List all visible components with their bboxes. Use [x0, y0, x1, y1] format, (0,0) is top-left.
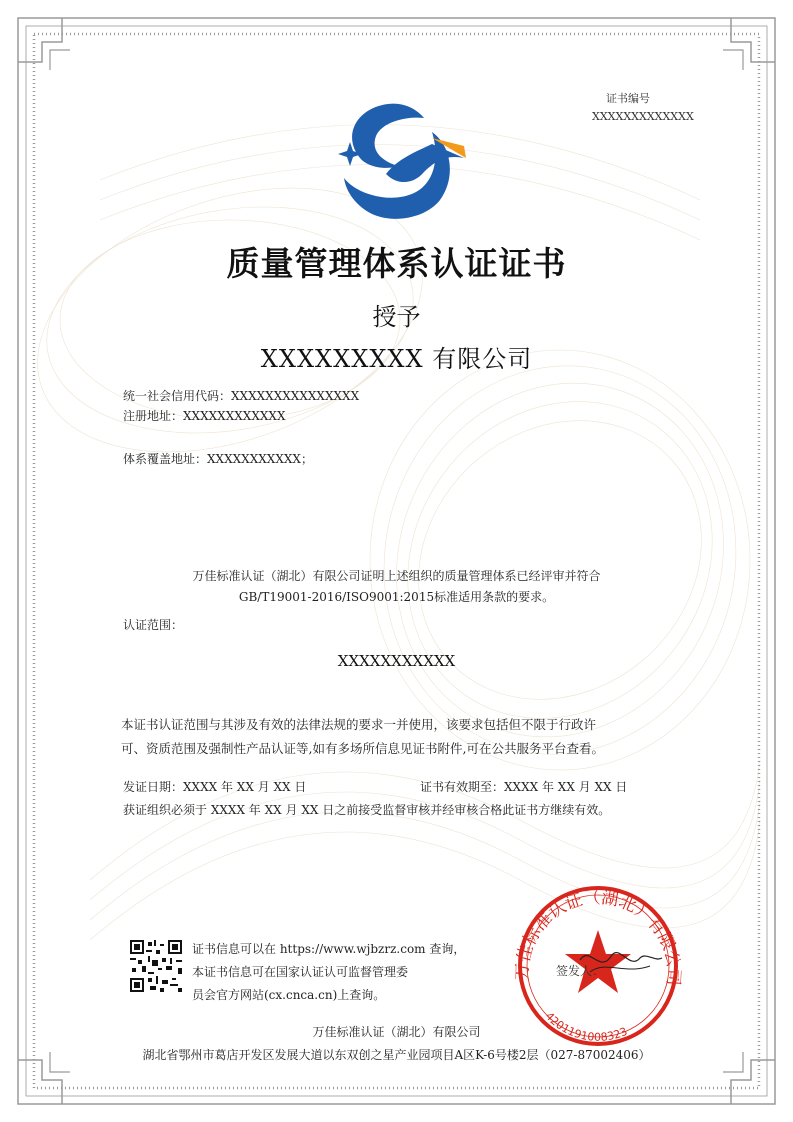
granted-to-label: 授予: [372, 303, 421, 331]
issuer-address: 湖北省鄂州市葛店开发区发展大道以东双创之星产业园项目A区K-6号楼2层（027-87002406）: [142, 1048, 651, 1062]
query-info-line-2: 本证书信息可在国家认证认可监督管理委: [192, 965, 409, 979]
certificate-title: 质量管理体系认证证书: [226, 244, 567, 283]
note-line-1: 本证书认证范围与其涉及有效的法律法规的要求一并使用，该要求包括但不限于行政许: [121, 717, 597, 732]
query-info-line-1: 证书信息可以在 https://www.wjbzrz.com 查询，: [192, 942, 466, 956]
scope-value: XXXXXXXXXXX: [337, 652, 456, 670]
coverage-address-field: 体系覆盖地址：XXXXXXXXXXX；: [123, 452, 313, 466]
seal-text: 万佳标准认证（湖北）有限公司: [512, 887, 684, 987]
statement-line-2: GB/T19001-2016/ISO9001:2015标准适用条款的要求。: [238, 590, 555, 604]
credit-code-field: 统一社会信用代码：XXXXXXXXXXXXXXX: [123, 389, 360, 403]
seal-code: 4201191008323: [542, 1009, 630, 1044]
registered-address-field: 注册地址：XXXXXXXXXXXX: [123, 409, 286, 423]
issue-date: 发证日期：XXXX 年 XX 月 XX 日: [123, 780, 307, 794]
qr-code[interactable]: [130, 940, 182, 992]
statement-line-1: 万佳标准认证（湖北）有限公司证明上述组织的质量管理体系已经评审并符合: [192, 569, 601, 583]
company-logo: [338, 104, 466, 219]
note-line-2: 可、资质范围及强制性产品认证等,如有多场所信息见证书附件,可在公共服务平台查看。: [121, 741, 604, 756]
certificate-number-value: XXXXXXXXXXXXX: [592, 110, 694, 123]
certificate-number-label: 证书编号: [606, 92, 650, 105]
signer-label: 签发人：: [556, 964, 605, 978]
issuer-organization: 万佳标准认证（湖北）有限公司: [312, 1025, 481, 1039]
company-name: XXXXXXXXX 有限公司: [260, 345, 533, 373]
valid-until-date: 证书有效期至：XXXX 年 XX 月 XX 日: [420, 780, 628, 794]
query-info-line-3: 员会官方网站(cx.cnca.cn)上查询。: [192, 988, 386, 1002]
supervision-notice: 获证组织必须于 XXXX 年 XX 月 XX 日之前接受监督审核并经审核合格此证书方继续有效。: [123, 803, 611, 817]
scope-label: 认证范围：: [123, 618, 184, 632]
